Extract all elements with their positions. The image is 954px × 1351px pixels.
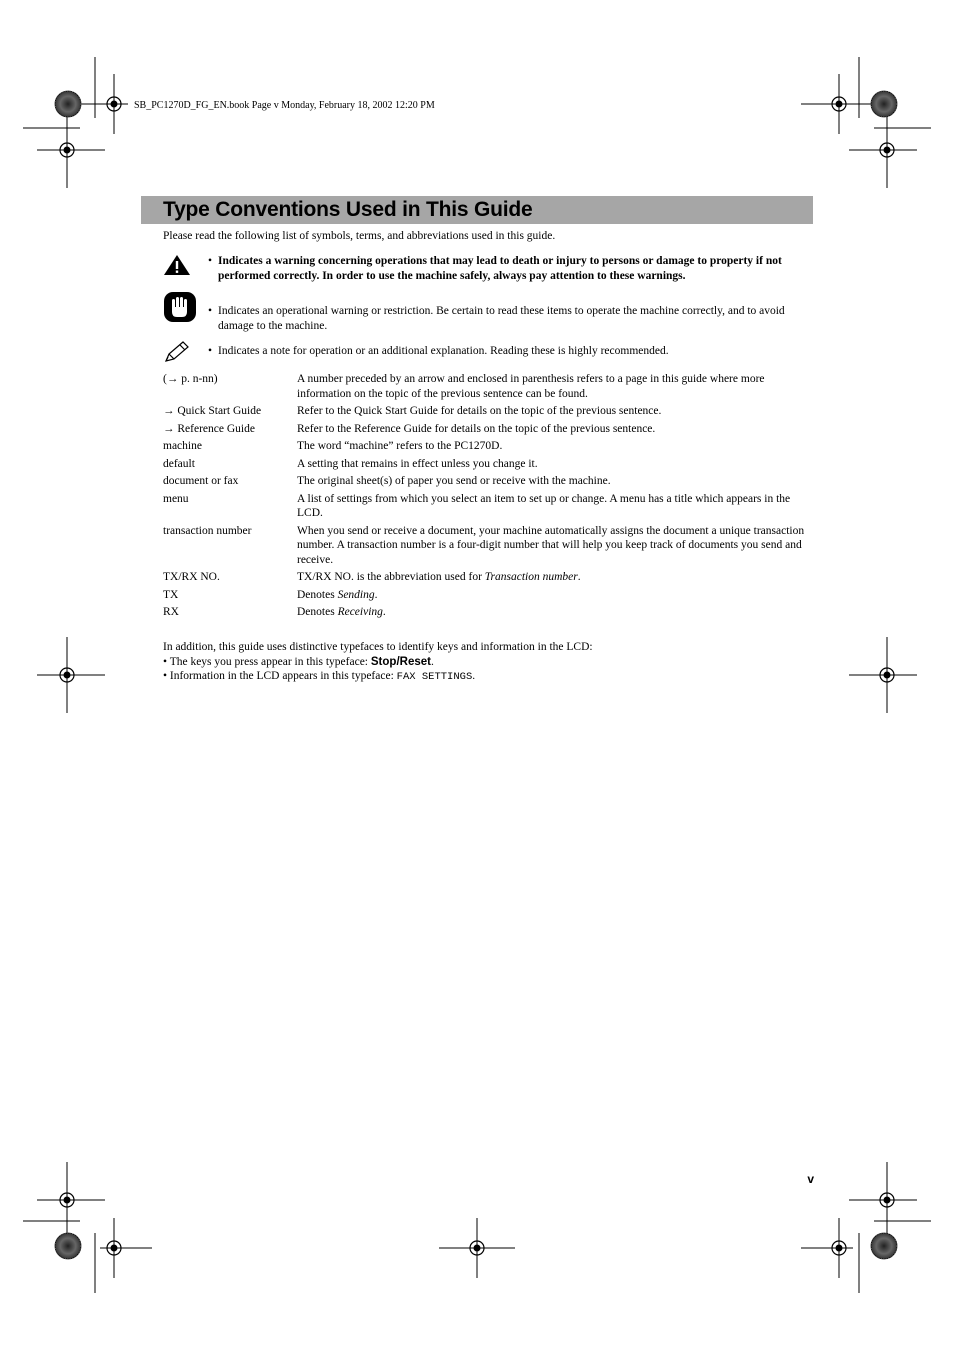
page-number: v [807, 1172, 814, 1186]
term: (→ p. n-nn) [163, 373, 218, 385]
term: transaction number [163, 524, 252, 537]
lcd-typeface-example: FAX SETTINGS [396, 671, 473, 683]
note-warning [163, 254, 813, 286]
note-text: Indicates a warning concerning operations that may lead to death or injury to persons or damage to property if not performed correctly. In order to use the machine safely, always pay attention to these warnings. [218, 255, 782, 282]
term-definition: Refer to the Quick Start Guide for details on the topic of the previous sentence. [297, 405, 662, 417]
term-definition: Refer to the Reference Guide for details on the topic of the previous sentence. [297, 422, 656, 435]
term: default [163, 457, 195, 470]
term-definition: A setting that remains in effect unless you change it. [297, 457, 538, 470]
term-definition: The original sheet(s) of paper you send or receive with the machine. [297, 475, 611, 487]
note-bullet: • [208, 305, 213, 317]
term: menu [163, 492, 189, 505]
term: document or fax [163, 475, 239, 487]
term-row [163, 404, 813, 419]
term-row [163, 605, 813, 620]
caution-hand-icon [163, 291, 197, 328]
term-row [163, 524, 813, 568]
terms-list [163, 372, 813, 623]
term-definition: Denotes Sending. [297, 588, 378, 601]
term: → Quick Start Guide [163, 405, 262, 417]
title-bar [141, 196, 813, 224]
term: TX/RX NO. [163, 571, 220, 583]
term-definition: A list of settings from which you select an item to set up or change. A menu has a title which appears in the LCD. [297, 492, 791, 519]
term-definition: The word “machine” refers to the PC1270D. [297, 440, 503, 452]
term: RX [163, 606, 179, 618]
term: → Reference Guide [163, 422, 255, 435]
term-row [163, 588, 813, 603]
key-typeface-example: Stop/Reset [370, 655, 431, 668]
note-caution [163, 290, 813, 334]
warning-triangle-icon [163, 254, 191, 281]
print-header: SB_PC1270D_FG_EN.book Page v Monday, February 18, 2002 12:20 PM [134, 100, 435, 111]
term-row [163, 474, 813, 489]
note-text: Indicates a note for operation or an additional explanation. Reading these is highly recommended. [218, 345, 669, 357]
typeface-section [163, 640, 813, 685]
term-definition: TX/RX NO. is the abbreviation used for Transaction number. [297, 571, 581, 583]
typeface-lcd-line: • Information in the LCD appears in this typeface: FAX SETTINGS. [163, 670, 476, 683]
note-text: Indicates an operational warning or restriction. Be certain to read these items to operate the machine correctly, and to avoid damage to the machine. [218, 305, 785, 332]
term-row [163, 439, 813, 454]
term-definition: When you send or receive a document, your machine automatically assigns the document a unique transaction number. A transaction number is a four-digit number that will help you keep track of documents you send and receive. [297, 524, 805, 566]
term: TX [163, 588, 179, 601]
term-definition: Denotes Receiving. [297, 606, 386, 618]
term-row [163, 422, 813, 437]
term-definition: A number preceded by an arrow and enclosed in parenthesis refers to a page in this guide where more information on the topic of the previous sentence can be found. [297, 373, 765, 400]
term-row [163, 570, 813, 585]
term-row [163, 457, 813, 472]
note-bullet: • [208, 345, 213, 357]
intro-text: Please read the following list of symbols, terms, and abbreviations used in this guide. [163, 230, 556, 242]
note-pencil-icon [163, 340, 191, 369]
note-bullet: • [208, 255, 213, 267]
term-row [163, 492, 813, 521]
typeface-lead: In addition, this guide uses distinctive typefaces to identify keys and information in the LCD: [163, 641, 593, 653]
typeface-keys-line: • The keys you press appear in this typeface: Stop/Reset. [163, 655, 434, 668]
note-info [163, 340, 813, 366]
page-title: Type Conventions Used in This Guide [163, 198, 533, 221]
term: machine [163, 440, 202, 452]
term-row [163, 372, 813, 401]
